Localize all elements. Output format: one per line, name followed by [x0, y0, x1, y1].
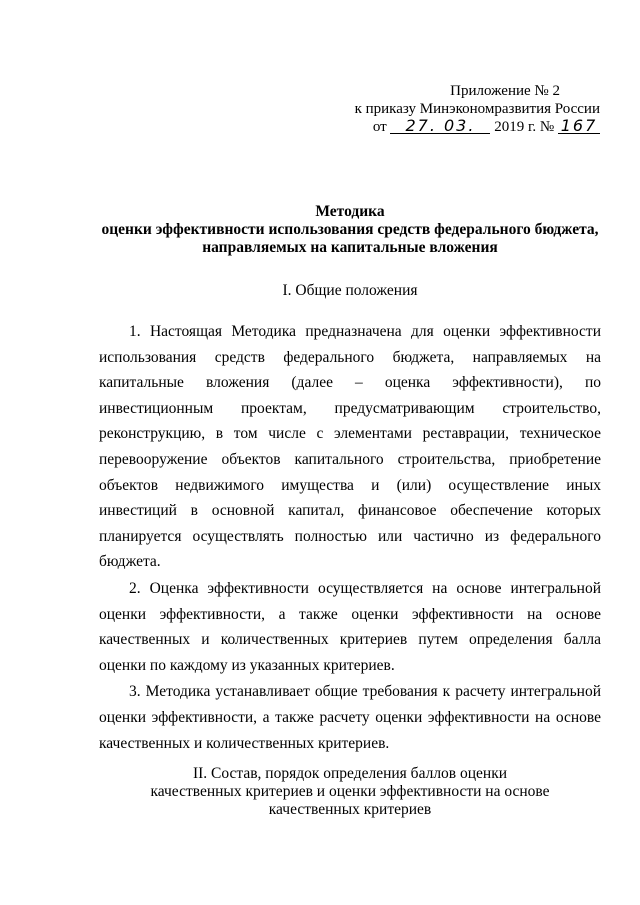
appendix-number: Приложение № 2: [450, 83, 560, 99]
paragraph-3: 3. Методика устанавливает общие требования к расчету интегральной оценки эффективности, а также расчету оценки эффективности на основе качественных и количественных критериев.: [99, 683, 601, 752]
section-1-body: [99, 319, 601, 756]
appendix-date-line: [340, 118, 600, 136]
title-line-2: оценки эффективности использования средств федерального бюджета,: [101, 221, 599, 238]
appendix-order-ref: к приказу Минэкономразвития России: [354, 101, 600, 117]
section-1-heading: I. Общие положения: [282, 282, 418, 299]
appendix-header: [340, 82, 600, 136]
section-2-heading-line-3: качественных критериев: [268, 801, 432, 818]
document-title: [70, 203, 630, 257]
section-2-heading-line-2: качественных критериев и оценки эффективности на основе: [150, 783, 550, 800]
paragraph-1: 1. Настоящая Методика предназначена для оценки эффективности использования средств федерального бюджета, направляемых на капитальные вложения (далее – оценка эффективности), по инвестиционным проектам, предусматривающим строительство, реконструкцию, в том числе с элементами реставрации, техническое перевооружение объектов капитального строительства, приобретение объектов недвижимого имущества и (или) осуществление иных инвестиций в основной капитал, финансовое обеспечение которых планируется осуществлять полностью или частично из федерального бюджета.: [99, 323, 601, 571]
section-2-heading-line-1: II. Состав, порядок определения баллов оценки: [192, 765, 508, 782]
section-2-heading: [70, 765, 630, 819]
date-prefix: от: [372, 119, 387, 135]
handwritten-date: 27. 03.: [390, 119, 490, 134]
title-line-3: направляемых на капитальные вложения: [202, 239, 498, 256]
paragraph-2: 2. Оценка эффективности осуществляется на основе интегральной оценки эффективности, а также оценки эффективности на основе качественных и количественных критериев путем определения балла оценки по каждому из указанных критериев.: [99, 579, 601, 674]
year-text: 2019 г. №: [494, 119, 555, 135]
handwritten-number: 167: [558, 119, 600, 134]
title-line-1: Методика: [315, 203, 385, 220]
